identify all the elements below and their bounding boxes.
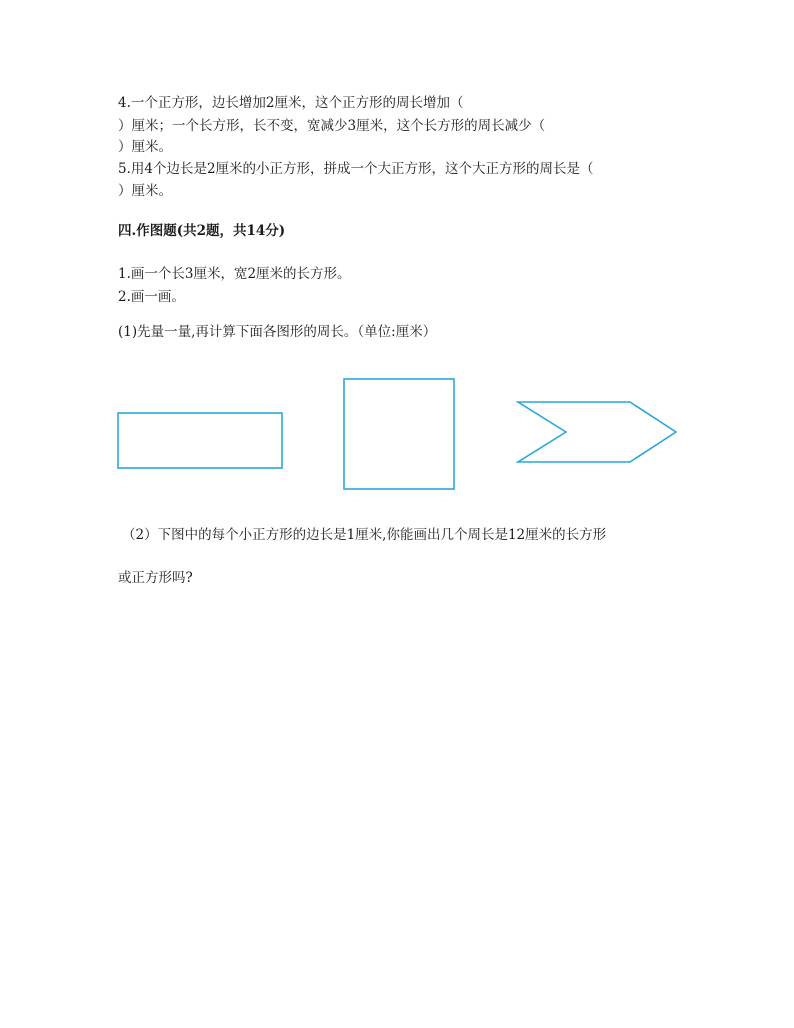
q4-line-2: ）厘米；一个长方形，长不变，宽减少3厘米，这个长方形的周长减少（ bbox=[118, 118, 546, 134]
draw-item-2: 2.画一画。 bbox=[118, 289, 185, 305]
sub-question-2-line-2: 或正方形吗? bbox=[118, 570, 193, 586]
q5-line-2: ）厘米。 bbox=[118, 183, 172, 199]
q4-line-1: 4.一个正方形，边长增加2厘米，这个正方形的周长增加（ bbox=[118, 95, 464, 111]
sub-question-2-line-1: （2）下图中的每个小正方形的边长是1厘米,你能画出几个周长是12厘米的长方形 bbox=[122, 527, 607, 543]
q5-line-1: 5.用4个边长是2厘米的小正方形，拼成一个大正方形，这个大正方形的周长是（ bbox=[118, 161, 594, 177]
section-heading: 四.作图题(共2题，共14分) bbox=[118, 223, 286, 239]
q4-line-3: ）厘米。 bbox=[118, 139, 172, 155]
sub-question-1: (1)先量一量,再计算下面各图形的周长。（单位:厘米） bbox=[118, 324, 437, 340]
figure-rectangle bbox=[118, 413, 282, 468]
figure-square bbox=[344, 379, 454, 489]
draw-item-1: 1.画一个长3厘米，宽2厘米的长方形。 bbox=[118, 266, 351, 282]
figure-arrow-pentagon bbox=[518, 402, 676, 462]
